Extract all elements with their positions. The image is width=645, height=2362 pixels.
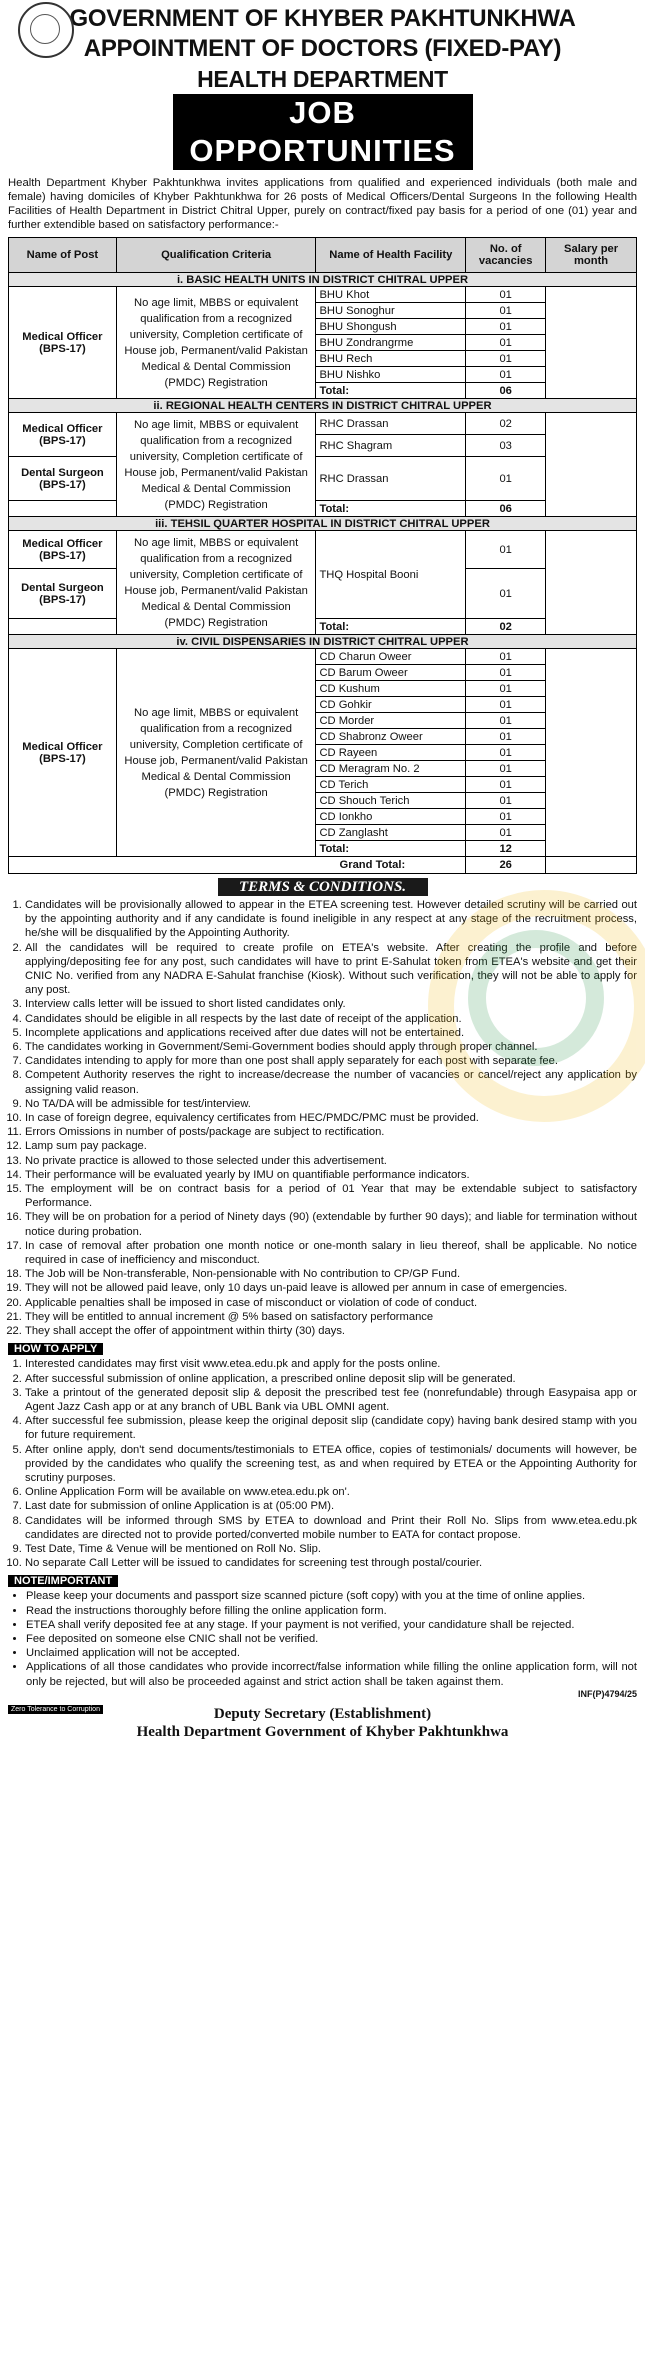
table-row [9,531,637,569]
terms-item: 6. The candidates working in Government/Semi-Government bodies should apply through proper channel. [25,1040,637,1054]
vacancy-count: 01 [466,287,546,303]
how-to-apply-item: 7. Last date for submission of online Application is at (05:00 PM). [25,1499,637,1513]
total-label: Total: [316,383,466,399]
vacancy-count: 01 [466,745,546,761]
total-value: 02 [466,619,546,635]
vacancy-count: 01 [466,531,546,569]
section-title-row [9,517,637,531]
facility-name: CD Ionkho [316,809,466,825]
vacancy-count: 01 [466,809,546,825]
how-to-apply-heading: HOW TO APPLY [8,1343,103,1355]
vacancy-count: 01 [466,457,546,501]
total-row [9,619,637,635]
section-title-row [9,399,637,413]
terms-heading: TERMS & CONDITIONS. [218,878,428,896]
terms-item: 2. All the candidates will be required to create profile on ETEA's website. After creating the profile and before applying/depositing fee for any post, such candidates will have to print E-Sahulat token from ETEA's website and get their CNIC No. verified from any NADRA E-Sahulat franchise (Kiosk). Without such verification, they will not be able to apply for any post. [25,941,637,998]
terms-item: 18. The Job will be Non-transferable, Non-pensionable with No contribution to CP/GP Fund. [25,1267,637,1281]
total-value: 06 [466,501,546,517]
header-salary: Salary per month [546,238,637,273]
total-label: Total: [316,501,466,517]
salary-cell [546,413,637,517]
facility-name: CD Meragram No. 2 [316,761,466,777]
how-to-apply-item: 5. After online apply, don't send documents/testimonials to ETEA office, copies of testimonials/ documents will however, be provided by the candidates who qualify the screening test, as and when required by ETEA or the Appointing Authority for scrutiny purposes. [25,1443,637,1486]
vacancy-count: 01 [466,303,546,319]
vacancy-count: 01 [466,825,546,841]
terms-item: 1. Candidates will be provisionally allowed to appear in the ETEA screening test. However detailed scrutiny will be carried out by the appointing authority and if any candidate is found ineligible in any respect at any stage of the recruitment process, he/she will be disqualified by the Appointing Authority. [25,898,637,941]
facility-name: BHU Zondrangrme [316,335,466,351]
facility-name: CD Morder [316,713,466,729]
vacancy-count: 01 [466,367,546,383]
facility-name: CD Gohkir [316,697,466,713]
vacancy-count: 01 [466,697,546,713]
empty-cell [9,619,117,635]
post-name: Dental Surgeon (BPS-17) [9,457,117,501]
kp-government-logo-icon [18,2,74,58]
total-label: Total: [316,841,466,857]
section-title: iv. CIVIL DISPENSARIES IN DISTRICT CHITRAL UPPER [9,635,637,649]
terms-item: 21. They will be entitled to annual increment @ 5% based on satisfactory performance [25,1310,637,1324]
note-item: • ETEA shall verify deposited fee at any stage. If your payment is not verified, your candidature shall be rejected. [26,1618,637,1632]
header-vacancies: No. of vacancies [466,238,546,273]
section-title: ii. REGIONAL HEALTH CENTERS IN DISTRICT CHITRAL UPPER [9,399,637,413]
table-row [9,287,637,303]
table-header-row [9,238,637,273]
vacancy-count: 01 [466,569,546,619]
facility-name: BHU Rech [316,351,466,367]
facility-name: BHU Khot [316,287,466,303]
vacancy-count: 01 [466,335,546,351]
empty-cell [546,857,637,874]
how-to-apply-item: 10. No separate Call Letter will be issued to candidates for screening test through postal/courier. [25,1556,637,1570]
qualification-text: No age limit, MBBS or equivalent qualification from a recognized university, Completion certificate of House job, Permanent/valid Pakistan Medical & Dental Commission (PMDC) Registration [116,649,316,857]
note-item: • Read the instructions thoroughly before filling the online application form. [26,1604,637,1618]
total-value: 06 [466,383,546,399]
vacancy-count: 01 [466,713,546,729]
header-line-1: GOVERNMENT OF KHYBER PAKHTUNKHWA [69,5,576,32]
section-title-row [9,635,637,649]
facility-name: RHC Shagram [316,435,466,457]
salary-cell [546,649,637,857]
header [8,0,637,170]
reference-number: INF(P)4794/25 [577,1688,637,1699]
header-qualification: Qualification Criteria [116,238,316,273]
terms-item: 11. Errors Omissions in number of posts/package are subject to rectification. [25,1125,637,1139]
how-to-apply-item: 1. Interested candidates may first visit www.etea.edu.pk and apply for the posts online. [25,1357,637,1371]
terms-item: 10. In case of foreign degree, equivalency certificates from HEC/PMDC/PMC must be provided. [25,1111,637,1125]
facility-name: CD Kushum [316,681,466,697]
facility-name: RHC Drassan [316,457,466,501]
total-value: 12 [466,841,546,857]
facility-name: BHU Sonoghur [316,303,466,319]
facility-name: CD Rayeen [316,745,466,761]
facility-name: CD Shouch Terich [316,793,466,809]
terms-item: 16. They will be on probation for a period of Ninety days (90) (extendable by further 90 days); and liable for termination without notice during probation. [25,1210,637,1238]
note-heading: NOTE/IMPORTANT [8,1575,118,1587]
note-item: • Please keep your documents and passport size scanned picture (soft copy) with you at the time of online applies. [26,1589,637,1603]
header-line-2: APPOINTMENT OF DOCTORS (FIXED-PAY) [83,35,562,62]
how-to-apply-item: 2. After successful submission of online application, a prescribed online deposit slip will be generated. [25,1372,637,1386]
vacancy-count: 01 [466,665,546,681]
facility-name: THQ Hospital Booni [316,531,466,619]
vacancies-table [8,237,637,874]
facility-name: BHU Shongush [316,319,466,335]
intro-paragraph: Health Department Khyber Pakhtunkhwa invites applications from qualified and experienced individuals (both male and female) having domiciles of Khyber Pakhtunkhwa for 26 posts of Medical Officers/Dental Surgeons In the following Health Facilities of Health Department in District Chitral Upper, purely on contract/fixed pay basis for a period of one (01) year and further extendible based on satisfactory performance:- [8,177,637,231]
empty-cell [9,501,117,517]
section-title: iii. TEHSIL QUARTER HOSPITAL IN DISTRICT CHITRAL UPPER [9,517,637,531]
terms-item: 17. In case of removal after probation one month notice or one-month salary in lieu thereof, shall be applicable. No notice required in case of inefficiency and misconduct. [25,1239,637,1267]
header-post: Name of Post [9,238,117,273]
salary-cell [546,531,637,635]
terms-item: 14. Their performance will be evaluated yearly by IMU on quantifiable performance indicators. [25,1168,637,1182]
post-name: Medical Officer (BPS-17) [9,649,117,857]
vacancy-count: 02 [466,413,546,435]
post-name: Medical Officer (BPS-17) [9,413,117,457]
total-label: Total: [316,619,466,635]
advertisement [8,0,637,1741]
terms-item: 7. Candidates intending to apply for more than one post shall apply separately for each post with separate fee. [25,1054,637,1068]
job-opportunities-banner: JOB OPPORTUNITIES [173,94,473,170]
table-row [9,413,637,435]
facility-name: CD Terich [316,777,466,793]
facility-name: CD Shabronz Oweer [316,729,466,745]
facility-name: CD Barum Oweer [316,665,466,681]
note-item: • Unclaimed application will not be accepted. [26,1646,637,1660]
zero-tolerance-badge: Zero Tolerance to Corruption [8,1705,103,1714]
vacancy-count: 01 [466,681,546,697]
terms-item: 15. The employment will be on contract basis for a period of 01 Year that may be extendable subject to satisfactory Performance. [25,1182,637,1210]
terms-item: 9. No TA/DA will be admissible for test/interview. [25,1097,637,1111]
note-item: • Applications of all those candidates who provide incorrect/false information while filling the online application form, will not only be rejected, but will also be proceeded against and strict action shall be taken against them. [26,1660,637,1688]
terms-item: 19. They will not be allowed paid leave, only 10 days un-paid leave is allowed per annum in case of emergencies. [25,1281,637,1295]
header-line-3: HEALTH DEPARTMENT [197,66,448,92]
vacancy-count: 01 [466,793,546,809]
terms-item: 12. Lamp sum pay package. [25,1139,637,1153]
terms-item: 22. They shall accept the offer of appointment within thirty (30) days. [25,1324,637,1338]
grand-total-label: Grand Total: [9,857,466,874]
salary-cell [546,287,637,399]
grand-total-value: 26 [466,857,546,874]
header-facility: Name of Health Facility [316,238,466,273]
post-name: Medical Officer (BPS-17) [9,287,117,399]
terms-item: 13. No private practice is allowed to those selected under this advertisement. [25,1154,637,1168]
qualification-text: No age limit, MBBS or equivalent qualification from a recognized university, Completion certificate of House job, Permanent/valid Pakistan Medical & Dental Commission (PMDC) Registration [116,413,316,517]
table-row [9,649,637,665]
facility-name: BHU Nishko [316,367,466,383]
vacancy-count: 01 [466,319,546,335]
total-row [9,501,637,517]
grand-total-row [9,857,637,874]
terms-item: 4. Candidates should be eligible in all respects by the last date of receipt of the application. [25,1012,637,1026]
terms-item: 8. Competent Authority reserves the right to increase/decrease the number of vacancies or cancel/reject any application by assigning valid reason. [25,1068,637,1096]
vacancy-count: 01 [466,729,546,745]
terms-item: 5. Incomplete applications and applications received after due dates will not be entertained. [25,1026,637,1040]
notes-list [8,1589,637,1688]
how-to-apply-item: 3. Take a printout of the generated deposit slip & deposit the prescribed test fee (nonrefundable) through Easypaisa app or Agent Jazz Cash app or at any branch of UBL Bank via UBL OMNI agent. [25,1386,637,1414]
how-to-apply-item: 4. After successful fee submission, please keep the original deposit slip (candidate copy) having bank desired stamp with you for future requirement. [25,1414,637,1442]
facility-name: CD Charun Oweer [316,649,466,665]
how-to-apply-list [8,1357,637,1570]
signature-department: Health Department Government of Khyber Pakhtunkhwa [136,1723,509,1740]
table-row [9,457,637,501]
how-to-apply-item: 6. Online Application Form will be available on www.etea.edu.pk on'. [25,1485,637,1499]
terms-item: 20. Applicable penalties shall be imposed in case of misconduct or violation of code of conduct. [25,1296,637,1310]
qualification-text: No age limit, MBBS or equivalent qualification from a recognized university, Completion certificate of House job, Permanent/valid Pakistan Medical & Dental Commission (PMDC) Registration [116,531,316,635]
vacancy-count: 01 [466,761,546,777]
terms-item: 3. Interview calls letter will be issued to short listed candidates only. [25,997,637,1011]
section-title: i. BASIC HEALTH UNITS IN DISTRICT CHITRAL UPPER [9,273,637,287]
how-to-apply-item: 8. Candidates will be informed through SMS by ETEA to download and Print their Roll No. Slips from www.etea.edu.pk candidates are directed not to provide ported/converted mobile number to EATA for contact propose. [25,1514,637,1542]
terms-list [8,898,637,1338]
note-item: • Fee deposited on someone else CNIC shall not be verified. [26,1632,637,1646]
how-to-apply-item: 9. Test Date, Time & Venue will be mentioned on Roll No. Slip. [25,1542,637,1556]
vacancy-count: 03 [466,435,546,457]
vacancy-count: 01 [466,777,546,793]
post-name: Dental Surgeon (BPS-17) [9,569,117,619]
signature-title: Deputy Secretary (Establishment) [213,1705,432,1722]
facility-name: RHC Drassan [316,413,466,435]
qualification-text: No age limit, MBBS or equivalent qualification from a recognized university, Completion certificate of House job, Permanent/valid Pakistan Medical & Dental Commission (PMDC) Registration [116,287,316,399]
facility-name: CD Zanglasht [316,825,466,841]
vacancy-count: 01 [466,649,546,665]
post-name: Medical Officer (BPS-17) [9,531,117,569]
section-title-row [9,273,637,287]
vacancy-count: 01 [466,351,546,367]
